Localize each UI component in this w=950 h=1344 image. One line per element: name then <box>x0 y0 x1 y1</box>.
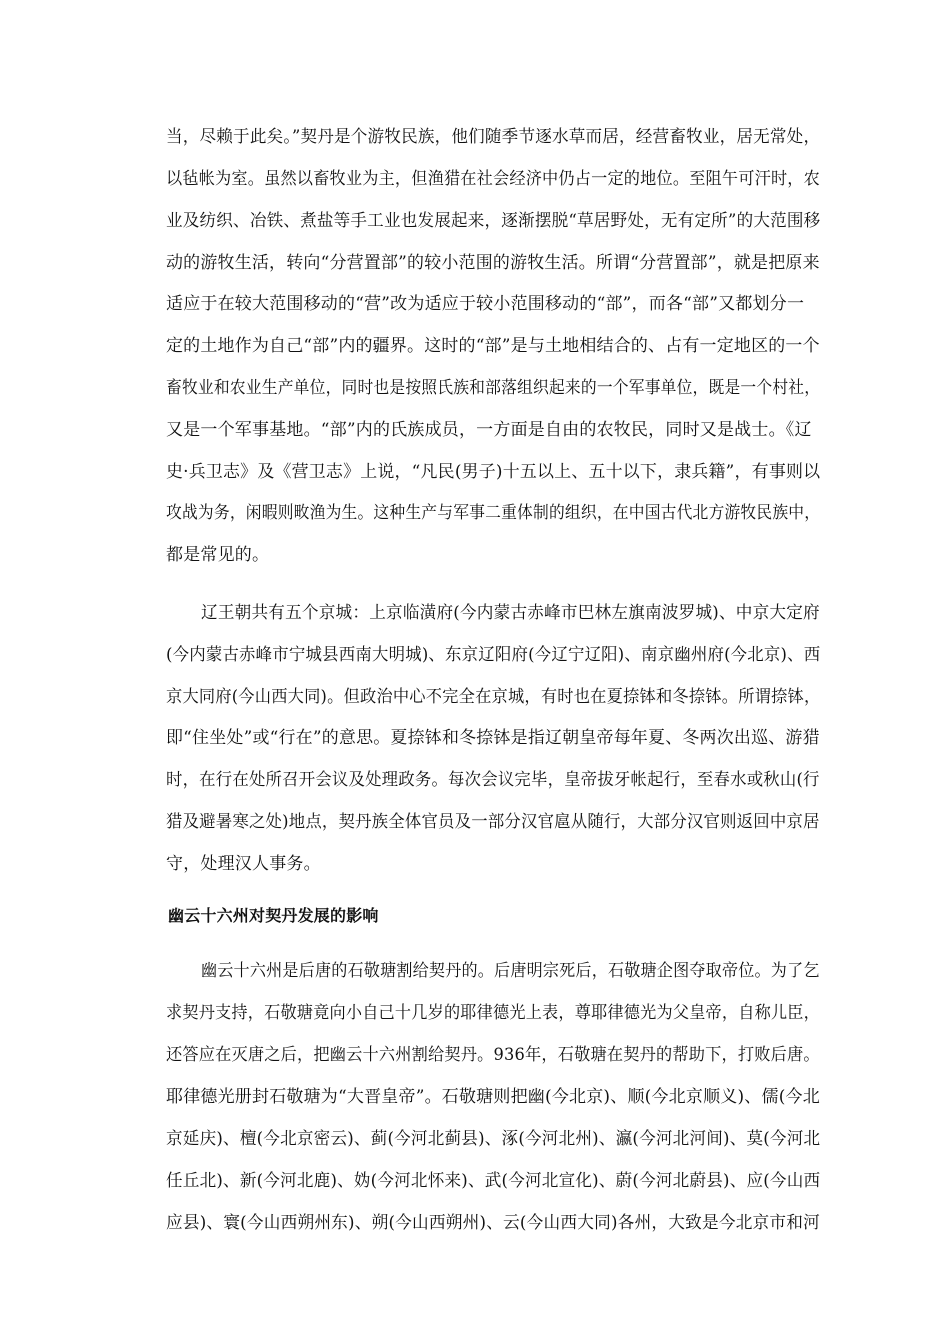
paragraph-1-line-9: 史·兵卫志》及《营卫志》上说，“凡民(男子)十五以上、五十以下，隶兵籍”，有事则以 <box>166 462 821 482</box>
paragraph-2-line-7: 守，处理汉人事务。 <box>166 854 321 874</box>
paragraph-2-line-4: 即“住坐处”或“行在”的意思。夏捺钵和冬捺钵是指辽朝皇帝每年夏、冬两次出巡、游猎 <box>166 728 820 748</box>
paragraph-1-line-10: 攻战为务，闲暇则畋渔为生。这种生产与军事二重体制的组织，在中国古代北方游牧民族中， <box>166 503 821 523</box>
paragraph-3-line-7: 应县)、寰(今山西朔州东)、朔(今山西朔州)、云(今山西大同)各州，大致是今北京市和河 <box>166 1213 821 1233</box>
paragraph-1-line-11: 都是常见的。 <box>166 545 270 565</box>
paragraph-3-line-4: 耶律德光册封石敬瑭为“大晋皇帝”。石敬瑭则把幽(今北京)、顺(今北京顺义)、儒(今北 <box>166 1087 820 1107</box>
paragraph-3-line-2: 求契丹支持，石敬瑭竟向小自己十几岁的耶律德光上表，尊耶律德光为父皇帝，自称儿臣， <box>166 1003 821 1023</box>
section-heading: 幽云十六州对契丹发展的影响 <box>168 906 379 925</box>
paragraph-2-line-1: 辽王朝共有五个京城：上京临潢府(今内蒙古赤峰市巴林左旗南波罗城)、中京大定府 <box>201 603 820 623</box>
paragraph-1-line-6: 定的土地作为自己“部”内的疆界。这时的“部”是与土地相结合的、占有一定地区的一个 <box>166 336 820 356</box>
paragraph-1-line-2: 以毡帐为室。虽然以畜牧业为主，但渔猎在社会经济中仍占一定的地位。至阻午可汗时，农 <box>166 169 821 189</box>
paragraph-1-line-5: 适应于在较大范围移动的“营”改为适应于较小范围移动的“部”，而各“部”又都划分一 <box>166 294 805 314</box>
paragraph-1-line-1: 当，尽赖于此矣。”契丹是个游牧民族，他们随季节逐水草而居，经营畜牧业，居无常处， <box>166 127 821 147</box>
paragraph-1-line-3: 业及纺织、冶铁、煮盐等手工业也发展起来，逐渐摆脱“草居野处，无有定所”的大范围移 <box>166 211 821 231</box>
paragraph-2-line-6: 猎及避暑寒之处)地点，契丹族全体官员及一部分汉官扈从随行，大部分汉官则返回中京居 <box>166 812 820 832</box>
paragraph-3-line-5: 京延庆)、檀(今北京密云)、蓟(今河北蓟县)、涿(今河北州)、瀛(今河北河间)、莫(今河北 <box>166 1129 821 1149</box>
paragraph-3-line-6: 任丘北)、新(今河北鹿)、妫(今河北怀来)、武(今河北宣化)、蔚(今河北蔚县)、应(今山西 <box>166 1171 821 1191</box>
paragraph-2-line-5: 时，在行在处所召开会议及处理政务。每次会议完毕，皇帝拔牙帐起行，至春水或秋山(行 <box>166 770 820 790</box>
paragraph-1-line-7: 畜牧业和农业生产单位，同时也是按照氏族和部落组织起来的一个军事单位，既是一个村社， <box>166 378 821 398</box>
paragraph-2-line-3: 京大同府(今山西大同)。但政治中心不完全在京城，有时也在夏捺钵和冬捺钵。所谓捺钵， <box>166 687 821 707</box>
paragraph-1-line-4: 动的游牧生活，转向“分营置部”的较小范围的游牧生活。所谓“分营置部”，就是把原来 <box>166 253 820 273</box>
paragraph-2-line-2: (今内蒙古赤峰市宁城县西南大明城)、东京辽阳府(今辽宁辽阳)、南京幽州府(今北京)、西 <box>166 645 821 665</box>
paragraph-1-line-8: 又是一个军事基地。“部”内的氏族成员，一方面是自由的农牧民，同时又是战士。《辽 <box>166 420 812 440</box>
paragraph-3-line-3: 还答应在灭唐之后，把幽云十六州割给契丹。936年，石敬瑭在契丹的帮助下，打败后唐。 <box>166 1045 820 1065</box>
paragraph-3-line-1: 幽云十六州是后唐的石敬瑭割给契丹的。后唐明宗死后，石敬瑭企图夺取帝位。为了乞 <box>201 961 820 981</box>
